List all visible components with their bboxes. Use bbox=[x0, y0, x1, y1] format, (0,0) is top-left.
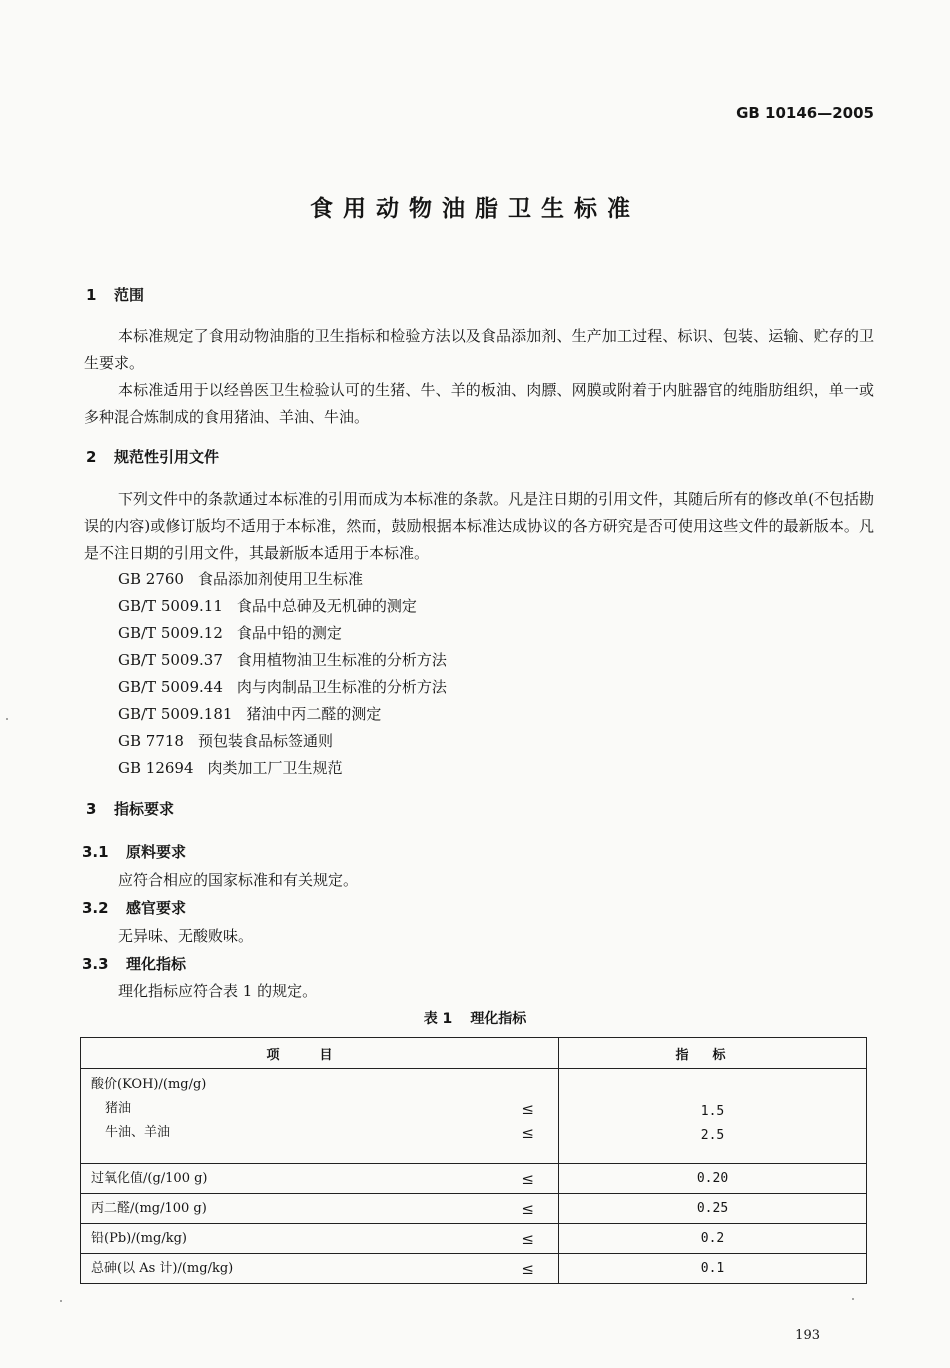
reference-name: 猪油中丙二醛的测定 bbox=[246, 705, 382, 723]
item-cell bbox=[81, 1224, 559, 1254]
less-equal-sign: ≤ bbox=[521, 1259, 534, 1278]
section-1-paragraph-2: 本标准适用于以经兽医卫生检验认可的生猪、牛、羊的板油、肉膘、网膜或附着于内脏器官的纯脂肪组织，单一或多种混合炼制成的食用猪油、羊油、牛油。 bbox=[84, 381, 874, 426]
subsection-number: 3.3 bbox=[82, 955, 109, 973]
reference-code: GB/T 5009.12 bbox=[118, 624, 223, 642]
limit-value: 1.5 bbox=[700, 1104, 725, 1119]
physicochemical-table bbox=[80, 1037, 867, 1284]
acid-value-cell bbox=[81, 1069, 559, 1164]
item-cell bbox=[81, 1164, 559, 1194]
section-title: 规范性引用文件 bbox=[114, 448, 220, 466]
acid-sub-item bbox=[81, 1097, 558, 1121]
scan-speck bbox=[60, 1300, 62, 1302]
section-1-heading bbox=[86, 284, 144, 305]
header-value-label: 指标 bbox=[675, 1047, 750, 1063]
limit-value: 0.1 bbox=[559, 1254, 867, 1284]
section-3-heading bbox=[86, 798, 174, 819]
limit-value: 0.20 bbox=[559, 1164, 867, 1194]
item-label: 丙二醛/(mg/100 g) bbox=[91, 1200, 207, 1216]
table-row bbox=[81, 1224, 867, 1254]
reference-name: 食品添加剂使用卫生标准 bbox=[197, 570, 363, 588]
acid-sub-item bbox=[81, 1121, 558, 1145]
reference-item bbox=[118, 757, 343, 778]
subsection-3-3-heading bbox=[82, 953, 186, 974]
subsection-3-2-heading bbox=[82, 897, 186, 918]
less-equal-sign: ≤ bbox=[521, 1169, 534, 1188]
item-cell bbox=[81, 1254, 559, 1284]
table-row bbox=[81, 1069, 867, 1164]
subsection-title: 原料要求 bbox=[126, 843, 187, 861]
sub-item-label: 猪油 bbox=[105, 1101, 132, 1116]
reference-code: GB/T 5009.44 bbox=[118, 678, 223, 696]
subsection-3-2-text: 无异味、无酸败味。 bbox=[118, 927, 254, 945]
reference-name: 食用植物油卫生标准的分析方法 bbox=[236, 651, 447, 669]
sub-item-label: 牛油、羊油 bbox=[105, 1125, 171, 1140]
reference-code: GB/T 5009.37 bbox=[118, 651, 223, 669]
standard-number: GB 10146—2005 bbox=[736, 104, 874, 122]
page-number: 193 bbox=[795, 1328, 820, 1343]
reference-item bbox=[118, 595, 417, 616]
item-label: 过氧化值/(g/100 g) bbox=[91, 1170, 208, 1186]
subsection-number: 3.1 bbox=[82, 843, 109, 861]
table-caption-title: 理化指标 bbox=[470, 1011, 527, 1027]
acid-value-limits bbox=[559, 1069, 867, 1164]
subsection-3-1-text: 应符合相应的国家标准和有关规定。 bbox=[118, 871, 359, 889]
reference-item bbox=[118, 649, 447, 670]
reference-item bbox=[118, 703, 381, 724]
limit-value: 0.25 bbox=[559, 1194, 867, 1224]
reference-name: 食品中铅的测定 bbox=[236, 624, 342, 642]
subsection-3-3-text: 理化指标应符合表 1 的规定。 bbox=[118, 982, 318, 1000]
less-equal-sign: ≤ bbox=[521, 1124, 534, 1142]
limit-value: 0.2 bbox=[559, 1224, 867, 1254]
subsection-number: 3.2 bbox=[82, 899, 109, 917]
reference-item bbox=[118, 568, 363, 589]
reference-item bbox=[118, 622, 342, 643]
section-number: 3 bbox=[86, 800, 97, 818]
limit-value: 2.5 bbox=[700, 1128, 725, 1143]
subsection-title: 理化指标 bbox=[126, 955, 187, 973]
document-title: 食用动物油脂卫生标准 bbox=[310, 196, 640, 222]
less-equal-sign: ≤ bbox=[521, 1100, 534, 1118]
item-cell bbox=[81, 1194, 559, 1224]
table-row bbox=[81, 1164, 867, 1194]
section-number: 2 bbox=[86, 448, 97, 466]
section-title: 范围 bbox=[114, 286, 145, 304]
reference-code: GB/T 5009.181 bbox=[118, 705, 233, 723]
reference-name: 肉类加工厂卫生规范 bbox=[207, 759, 343, 777]
section-1-paragraph-1: 本标准规定了食用动物油脂的卫生指标和检验方法以及食品添加剂、生产加工过程、标识、包装、运输、贮存的卫生要求。 bbox=[84, 327, 874, 372]
less-equal-sign: ≤ bbox=[521, 1229, 534, 1248]
header-item-label: 项目 bbox=[266, 1047, 373, 1063]
reference-name: 肉与肉制品卫生标准的分析方法 bbox=[236, 678, 447, 696]
item-label: 总砷(以 As 计)/(mg/kg) bbox=[91, 1260, 234, 1276]
reference-code: GB 12694 bbox=[118, 759, 194, 777]
section-number: 1 bbox=[86, 286, 97, 304]
reference-name: 预包装食品标签通则 bbox=[197, 732, 333, 750]
scan-speck bbox=[852, 1298, 854, 1300]
table-row bbox=[81, 1254, 867, 1284]
acid-value-label: 酸价(KOH)/(mg/g) bbox=[91, 1077, 207, 1092]
header-value bbox=[559, 1038, 867, 1069]
item-label: 铅(Pb)/(mg/kg) bbox=[91, 1230, 187, 1246]
less-equal-sign: ≤ bbox=[521, 1199, 534, 1218]
subsection-3-1-heading bbox=[82, 841, 186, 862]
table-caption bbox=[0, 1008, 950, 1028]
table-caption-number: 表 1 bbox=[423, 1011, 453, 1027]
reference-name: 食品中总砷及无机砷的测定 bbox=[236, 597, 417, 615]
reference-code: GB 7718 bbox=[118, 732, 184, 750]
reference-item bbox=[118, 676, 447, 697]
table-header-row bbox=[81, 1038, 867, 1069]
table-row bbox=[81, 1194, 867, 1224]
scan-speck bbox=[6, 718, 8, 720]
header-item bbox=[81, 1038, 559, 1069]
section-title: 指标要求 bbox=[114, 800, 175, 818]
reference-code: GB/T 5009.11 bbox=[118, 597, 223, 615]
reference-code: GB 2760 bbox=[118, 570, 184, 588]
section-2-heading bbox=[86, 446, 219, 467]
reference-item bbox=[118, 730, 333, 751]
subsection-title: 感官要求 bbox=[126, 899, 187, 917]
section-2-paragraph: 下列文件中的条款通过本标准的引用而成为本标准的条款。凡是注日期的引用文件，其随后所有的修改单(不包括勘误的内容)或修订版均不适用于本标准，然而，鼓励根据本标准达成协议的各方研究是否可使用这些文件的最新版本。凡是不注日期的引用文件，其最新版本适用于本标准。 bbox=[84, 490, 874, 562]
